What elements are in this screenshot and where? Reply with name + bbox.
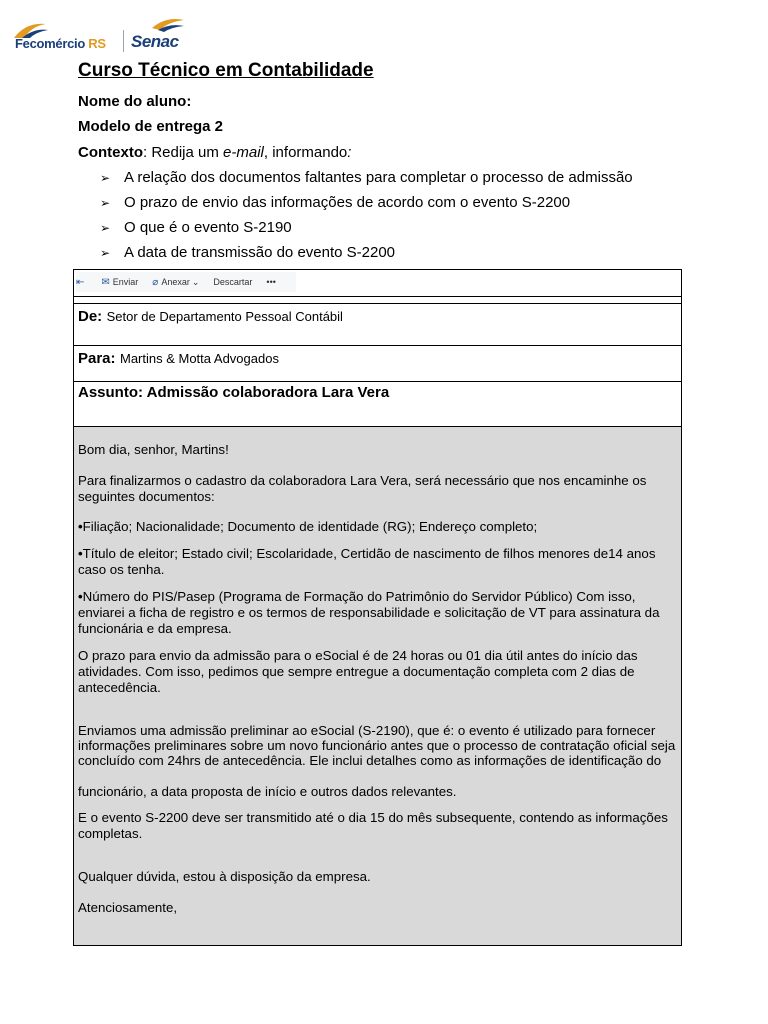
subject-row[interactable]	[74, 382, 681, 427]
more-icon: •••	[266, 277, 276, 287]
document-bullet: •Título de eleitor; Estado civil; Escolaridade, Certidão de nascimento de filhos menores de14 anos caso os tenha.	[78, 546, 656, 577]
context-label: Contexto	[78, 144, 143, 161]
arrow-bullet-icon: ➢	[100, 171, 111, 185]
s2190-paragraph: Enviamos uma admissão preliminar ao eSocial (S-2190), que é: o evento é utilizado para fornecer informações preliminares sobre um novo funcionário antes que o processo de contratação oficial seja concluído com 24hrs de antecedência. Ele inclui detalhes como as informações de identificação do	[78, 723, 676, 768]
closing-line: Qualquer dúvida, estou à disposição da empresa.	[78, 869, 371, 884]
logo	[12, 16, 192, 54]
bullet-dot-icon: •	[78, 589, 83, 604]
expand-button[interactable]	[76, 277, 87, 288]
from-value: Setor de Departamento Pessoal Contábil	[106, 309, 343, 324]
s2200-paragraph: E o evento S-2200 deve ser transmitido até o dia 15 do mês subsequente, contendo as informações completas.	[78, 810, 668, 841]
from-row[interactable]	[74, 304, 681, 346]
arrow-bullet-icon: ➢	[100, 196, 111, 210]
logo-fecomercio: Fecomércio RS	[15, 36, 106, 51]
arrow-bullet-icon: ➢	[100, 246, 111, 260]
greeting: Bom dia, senhor, Martins!	[78, 442, 229, 457]
paperclip-icon: ⌀	[152, 276, 159, 288]
to-value: Martins & Motta Advogados	[119, 351, 279, 366]
bullet-dot-icon: •	[78, 546, 83, 561]
context-line: Contexto: Redija um e-mail, informando:	[78, 144, 352, 161]
arrow-bullet-icon: ➢	[100, 221, 111, 235]
attach-button[interactable]: ⌀ Anexar ⌄	[152, 276, 200, 288]
deadline-paragraph: O prazo para envio da admissão para o eSocial é de 24 horas ou 01 dia útil antes do início das atividades. Com isso, pedimos que sempre entregue a documentação completa com 2 dias de antecedência.	[78, 648, 638, 695]
chevron-down-icon: ⌄	[191, 276, 200, 287]
logo-divider	[123, 30, 124, 52]
bullet-dot-icon: •	[78, 519, 83, 534]
email-mockup	[73, 269, 682, 946]
from-label: De:	[78, 308, 103, 325]
send-button[interactable]: ✉ Enviar	[101, 276, 139, 288]
s2190-paragraph-end: funcionário, a data proposta de início e outros dados relevantes.	[78, 784, 457, 799]
logo-senac: Senac	[131, 32, 179, 51]
task-list	[100, 168, 633, 268]
task-item: ➢ A data de transmissão do evento S-2200	[100, 243, 633, 268]
send-icon: ✉	[101, 276, 110, 288]
task-item: ➢ O prazo de envio das informações de acordo com o evento S-2200	[100, 193, 633, 218]
signoff: Atenciosamente,	[78, 900, 178, 915]
intro-paragraph: Para finalizarmos o cadastro da colaboradora Lara Vera, será necessário que nos encaminhe os seguintes documentos:	[78, 473, 647, 504]
discard-button[interactable]: Descartar	[213, 277, 253, 287]
page-title: Curso Técnico em Contabilidade	[78, 60, 374, 81]
task-item: ➢ O que é o evento S-2190	[100, 218, 633, 243]
email-body[interactable]	[74, 427, 681, 945]
to-row[interactable]	[74, 346, 681, 382]
more-button[interactable]	[266, 277, 275, 287]
email-toolbar	[74, 270, 681, 297]
document-bullet: •Número do PIS/Pasep (Programa de Formação do Patrimônio do Servidor Público) Com isso, enviarei a ficha de registro e os termos de responsabilidade e solicitação de VT para assinatura da funcionária e da empresa.	[78, 589, 660, 636]
document-bullet: •Filiação; Nacionalidade; Documento de identidade (RG); Endereço completo;	[78, 519, 538, 534]
expand-arrow-icon: ⇤	[76, 276, 85, 288]
subject: Assunto: Admissão colaboradora Lara Vera	[78, 384, 390, 401]
to-label: Para:	[78, 350, 116, 367]
student-name-label: Nome do aluno:	[78, 93, 192, 110]
delivery-model-label: Modelo de entrega 2	[78, 118, 224, 135]
task-item: ➢ A relação dos documentos faltantes para completar o processo de admissão	[100, 168, 633, 193]
